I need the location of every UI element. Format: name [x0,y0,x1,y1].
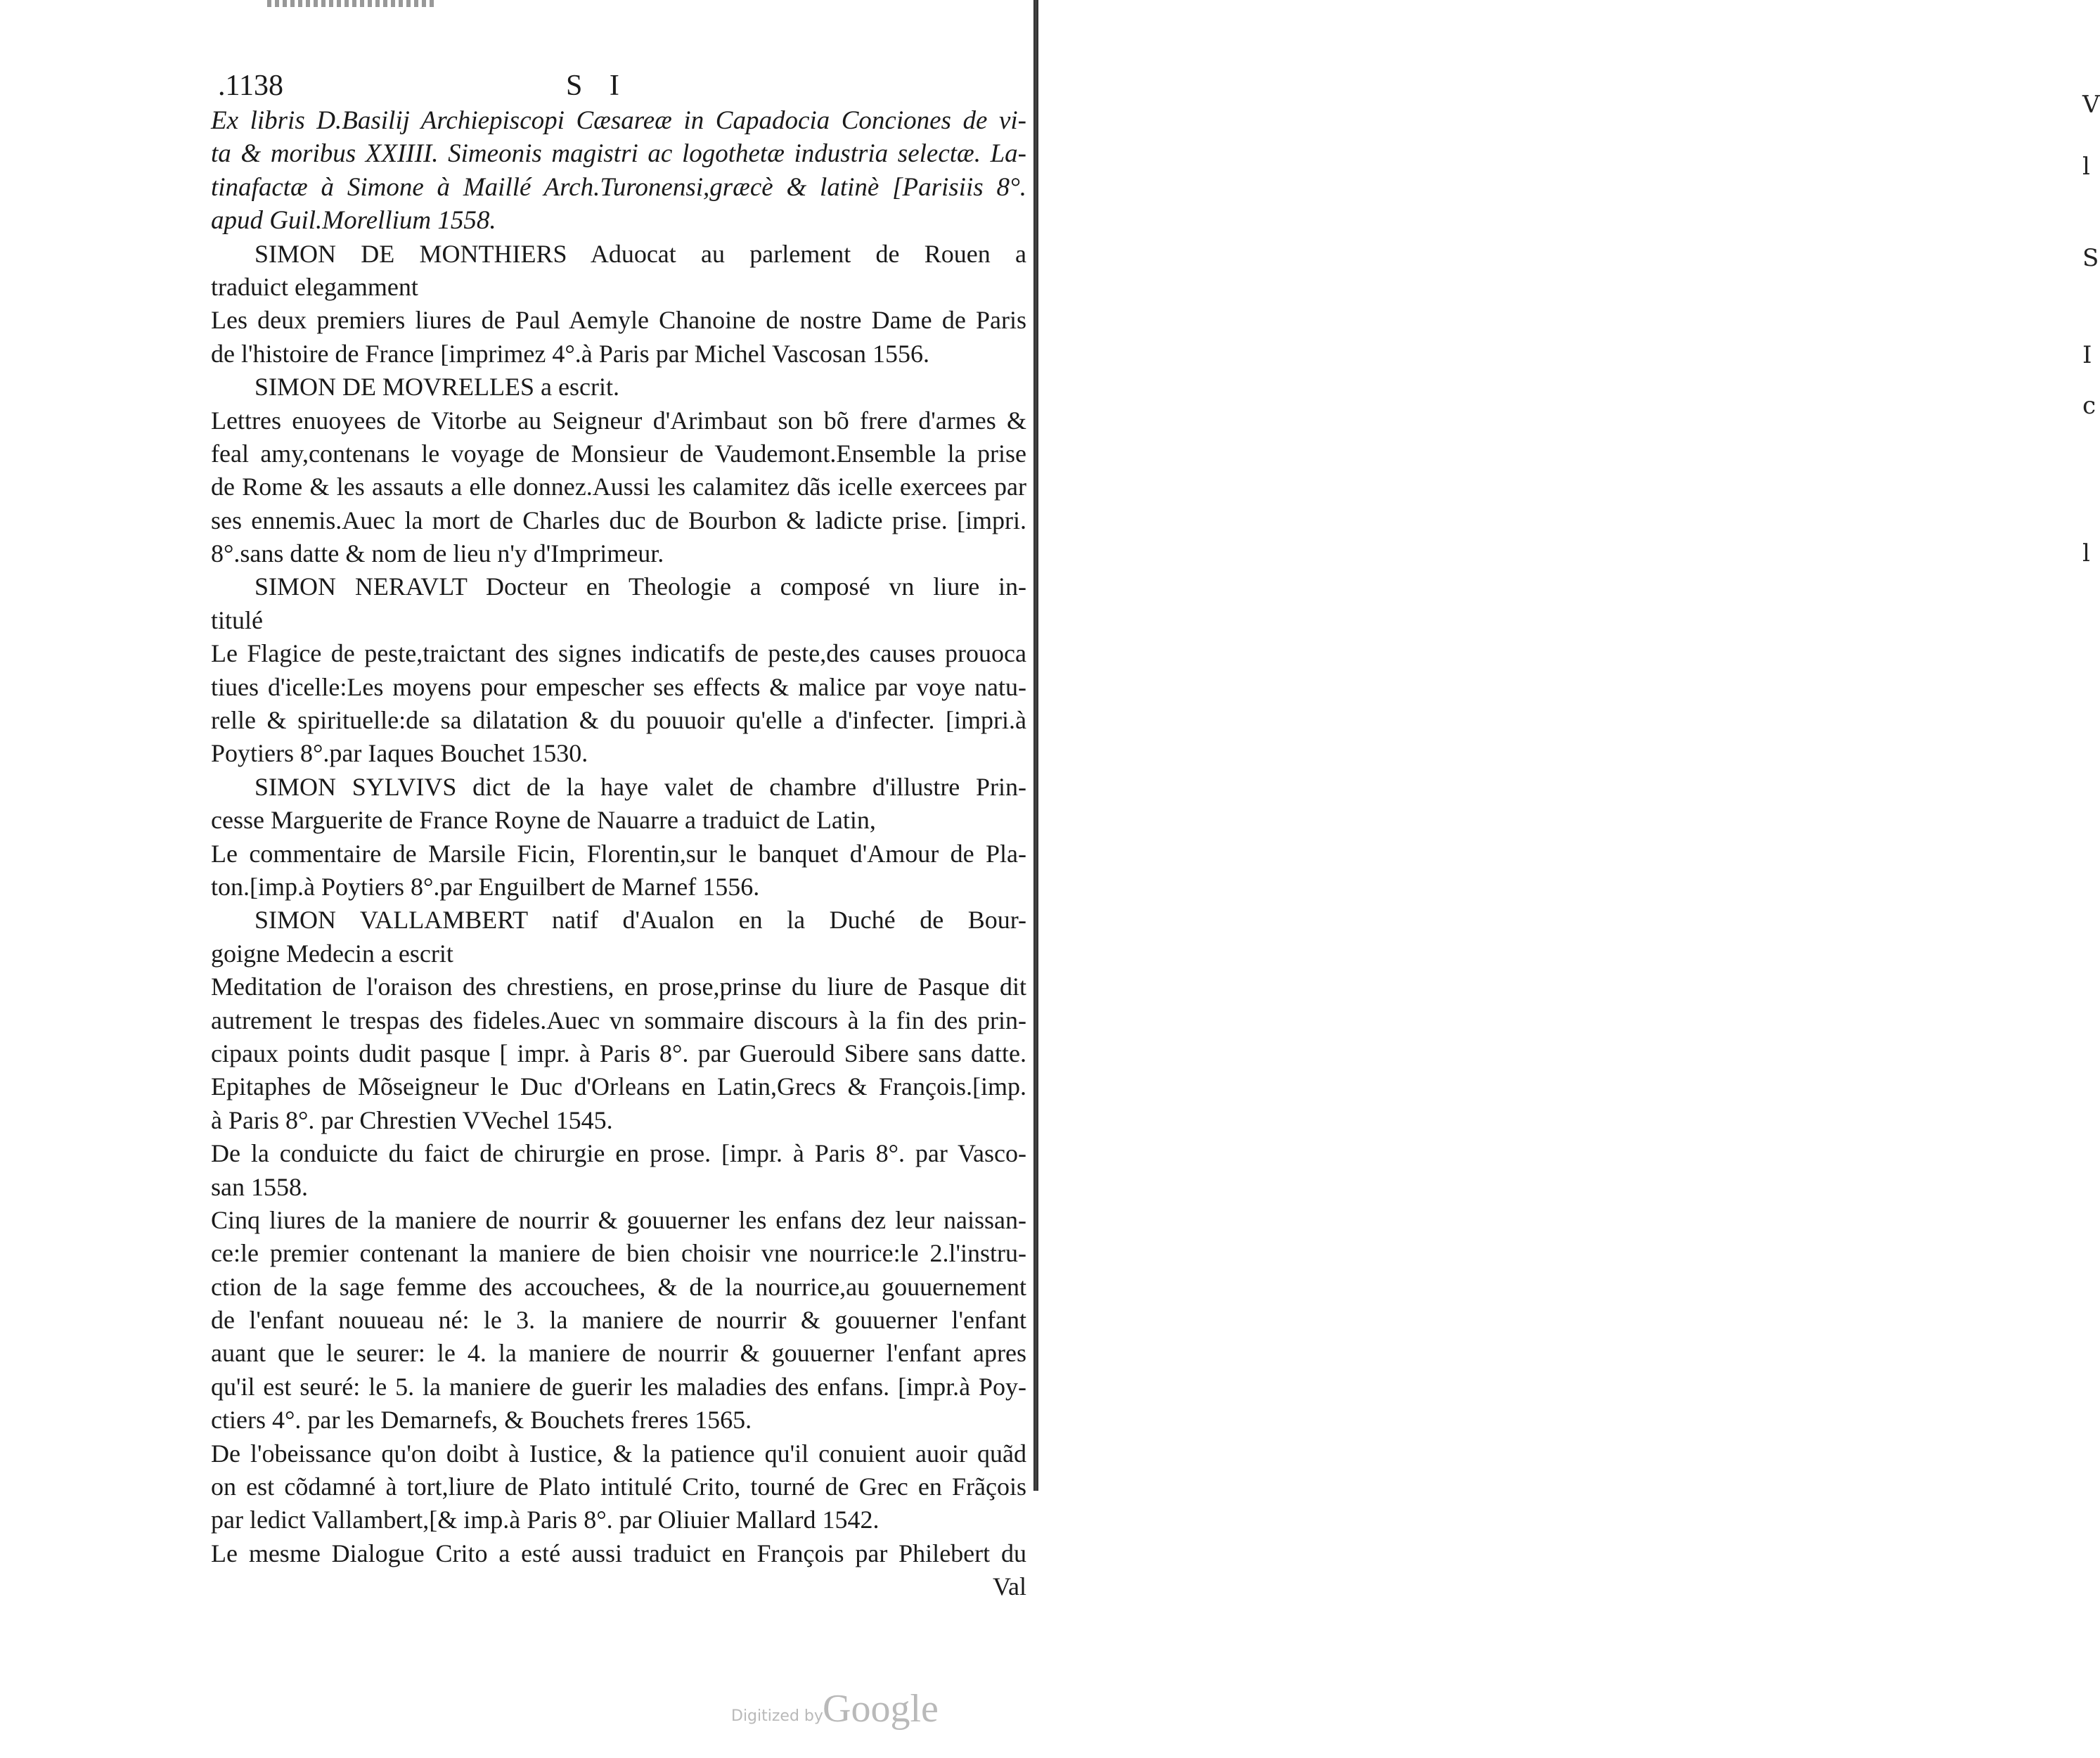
text-line: san 1558. [211,1172,308,1201]
entry-heading-line: SIMON DE MONTHIERS Aduocat au parlement de Rouen a [255,239,1026,268]
text-line: de l'enfant nouueau né: le 3. la maniere de nourrir & gouuerner l'enfant [211,1306,1026,1335]
text-line: feal amy,contenans le voyage de Monsieur de Vaudemont.Ensemble la prise [211,439,1026,468]
text-line: Poytiers 8°.par Iaques Bouchet 1530. [211,739,588,768]
text-line: Le commentaire de Marsile Ficin, Florentin,sur le banquet d'Amour de Pla- [211,839,1026,868]
text-line: relle & spirituelle:de sa dilatation & du pouuoir qu'elle a d'infecter. [impri.à [211,706,1026,735]
text-line: 8°.sans datte & nom de lieu n'y d'Imprimeur. [211,539,664,568]
text-body [211,104,1026,1604]
text-line: Le mesme Dialogue Crito a esté aussi traduict en François par Philebert du [211,1539,1026,1567]
text-line: De la conduicte du faict de chirurgie en prose. [impr. à Paris 8°. par Vasco- [211,1139,1026,1168]
text-line: on est cõdamné à tort,liure de Plato intitulé Crito, tourné de Grec en Frãçois [211,1473,1026,1501]
text-line: ction de la sage femme des accouchees, & de la nourrice,au gouuernement [211,1272,1026,1301]
page-edge-shadow [1033,0,1038,1491]
edge-glyph: l [2082,153,2090,181]
text-line: Ex libris D.Basilij Archiepiscopi Cæsareæ in Capadocia Conciones de vi- [211,106,1026,135]
text-line: Les deux premiers liures de Paul Aemyle Chanoine de nostre Dame de Paris [211,306,1026,335]
text-line: tiues d'icelle:Les moyens pour empescher ses effects & malice par voye natu- [211,672,1026,701]
text-line: à Paris 8°. par Chrestien VVechel 1545. [211,1105,613,1134]
text-line: tinafactæ à Simone à Maillé Arch.Turonensi,græcè & latinè [Parisiis 8°. [211,172,1026,202]
text-line: cipaux points dudit pasque [ impr. à Paris 8°. par Guerould Sibere sans datte. [211,1039,1026,1067]
edge-glyph: V [2082,91,2100,119]
running-head: S I [566,70,629,102]
text-line: Le Flagice de peste,traictant des signes indicatifs de peste,des causes prouoca [211,639,1026,668]
text-line: De l'obeissance qu'on doibt à Iustice, & la patience qu'il conuient auoir quãd [211,1439,1026,1468]
text-line: goigne Medecin a escrit [211,939,453,968]
text-line: ton.[imp.à Poytiers 8°.par Enguilbert de Marnef 1556. [211,872,760,901]
text-line: traduict elegamment [211,272,418,301]
entry-heading-line: SIMON NERAVLT Docteur en Theologie a composé vn liure in- [255,572,1026,601]
entry-heading-line: SIMON DE MOVRELLES a escrit. [255,373,619,402]
edge-glyph: I [2082,341,2092,369]
edge-glyph: S [2082,244,2099,272]
digitized-by-label: Digitized by [731,1707,823,1725]
text-line: de Rome & les assauts a elle donnez.Aussi les calamitez dãs icelle exercees par [211,473,1026,501]
digitized-watermark [731,1686,956,1735]
text-line: de l'histoire de France [imprimez 4°.à Paris par Michel Vascosan 1556. [211,339,929,368]
text-line: auant que le seurer: le 4. la maniere de nourrir & gouuerner l'enfant apres [211,1339,1026,1368]
text-line: autrement le trespas des fideles.Auec vn sommaire discours à la fin des prin- [211,1006,1026,1034]
text-line: ta & moribus XXIIII. Simeonis magistri ac logothetæ industria selectæ. La- [211,139,1026,169]
facing-page-edge [1041,0,2100,1758]
text-line: ctiers 4°. par les Demarnefs, & Bouchets freres 1565. [211,1406,752,1435]
text-line: Lettres enuoyees de Vitorbe au Seigneur d'Arimbaut son bõ frere d'armes & [211,406,1026,435]
text-line: qu'il est seuré: le 5. la maniere de guerir les maladies des enfans. [impr.à Poy- [211,1372,1026,1401]
google-logo: Google [823,1687,939,1731]
text-line: apud Guil.Morellium 1558. [211,206,496,236]
entry-heading-line: SIMON SYLVIVS dict de la haye valet de chambre d'illustre Prin- [255,772,1026,801]
text-line: ses ennemis.Auec la mort de Charles duc de Bourbon & ladicte prise. [impri. [211,506,1026,534]
edge-glyph: c [2082,392,2096,420]
edge-glyph: l [2082,539,2090,567]
page-number: .1138 [218,70,283,102]
text-line: par ledict Vallambert,[& imp.à Paris 8°. par Oliuier Mallard 1542. [211,1506,880,1534]
text-line: titulé [211,605,263,634]
entry-heading-line: SIMON VALLAMBERT natif d'Aualon en la Duché de Bour- [255,906,1026,935]
text-line: Meditation de l'oraison des chrestiens, en prose,prinse du liure de Pasque dit [211,973,1026,1001]
text-line: Epitaphes de Mõseigneur le Duc d'Orleans en Latin,Grecs & François.[imp. [211,1072,1026,1101]
catchword: Val [993,1572,1026,1601]
text-line: Cinq liures de la maniere de nourrir & gouuerner les enfans dez leur naissan- [211,1205,1026,1234]
text-line: cesse Marguerite de France Royne de Nauarre a traduict de Latin, [211,806,876,835]
text-line: ce:le premier contenant la maniere de bien choisir vne nourrice:le 2.l'instru- [211,1239,1026,1268]
page-header [211,65,1026,107]
scan-artifact [267,0,436,7]
